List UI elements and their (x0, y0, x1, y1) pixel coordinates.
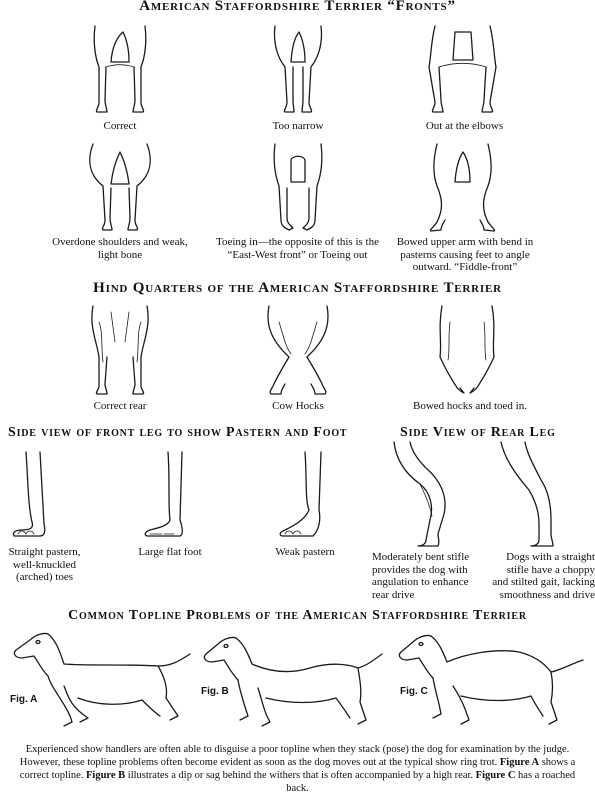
front-fiddle-front-illustration (425, 140, 500, 235)
rear-bent-stifle-caption: Moderately bent stifle provides the dog with angulation to enhance rear drive (372, 551, 470, 601)
pastern-straight-illustration (10, 450, 55, 540)
hind-bowed-hocks-caption: Bowed hocks and toed in. (413, 400, 527, 412)
topline-fig-b-illustration (200, 628, 390, 738)
front-overdone-shoulders-illustration (85, 140, 155, 235)
front-overdone-shoulders-caption: Overdone shoulders and weak, light bone (52, 236, 188, 261)
fronts-title: American Staffordshire Terrier “Fronts” (139, 0, 456, 14)
hind-title: Hind Quarters of the American Staffordshire Terrier (93, 280, 502, 296)
hind-correct-illustration (85, 302, 155, 397)
front-out-at-elbows-caption: Out at the elbows (425, 120, 504, 132)
hind-bowed-hocks-illustration (432, 302, 502, 397)
front-too-narrow-caption: Too narrow (272, 120, 324, 132)
hind-cow-hocks-illustration (263, 302, 333, 397)
front-correct-illustration (85, 22, 155, 117)
front-correct-caption: Correct (103, 120, 137, 132)
fig-b-label: Fig. B (201, 686, 229, 697)
large-flat-foot-illustration (140, 450, 200, 540)
rear-straight-stifle-caption: Dogs with a straight stifle have a choppy and stilted gait, lacking smoothness and drive (492, 551, 595, 601)
front-out-at-elbows-illustration (425, 22, 500, 117)
front-fiddle-front-caption: Bowed upper arm with bend in pasterns causing feet to angle outward. “Fiddle-front” (396, 236, 534, 273)
hind-correct-caption: Correct rear (93, 400, 147, 412)
front-too-narrow-illustration (263, 22, 333, 117)
fig-c-label: Fig. C (400, 686, 428, 697)
pastern-straight-caption: Straight pastern, well-knuckled (arched) toes (8, 546, 81, 583)
rear-bent-stifle-illustration (390, 440, 460, 550)
weak-pastern-illustration (275, 450, 335, 540)
side-front-title: Side view of front leg to show Pastern and Foot (8, 425, 348, 440)
rear-straight-stifle-illustration (495, 440, 570, 550)
weak-pastern-caption: Weak pastern (275, 546, 335, 558)
fig-a-label: Fig. A (10, 694, 38, 705)
topline-title: Common Topline Problems of the American Staffordshire Terrier (68, 608, 527, 623)
front-toeing-in-illustration (263, 140, 333, 235)
hind-cow-hocks-caption: Cow Hocks (272, 400, 324, 412)
front-toeing-in-caption: Toeing in—the opposite of this is the “East-West front” or Toeing out (216, 236, 379, 261)
topline-fig-a-illustration (8, 626, 198, 736)
topline-explanation-text: Experienced show handlers are often able to disguise a poor topline when they stack (pose) the dog for examination by the judge. However, these topline problems often become evident as soon as the dog moves out at the typical show ring trot. Figure A shows a correct topline. Figure B illustrates a dip or sag behind the withers that is often accompanied by a high rear. Figure C has a roached back. (19, 744, 576, 794)
large-flat-foot-caption: Large flat foot (138, 546, 202, 558)
topline-fig-c-illustration (395, 624, 590, 736)
side-rear-title: Side View of Rear Leg (400, 425, 556, 440)
